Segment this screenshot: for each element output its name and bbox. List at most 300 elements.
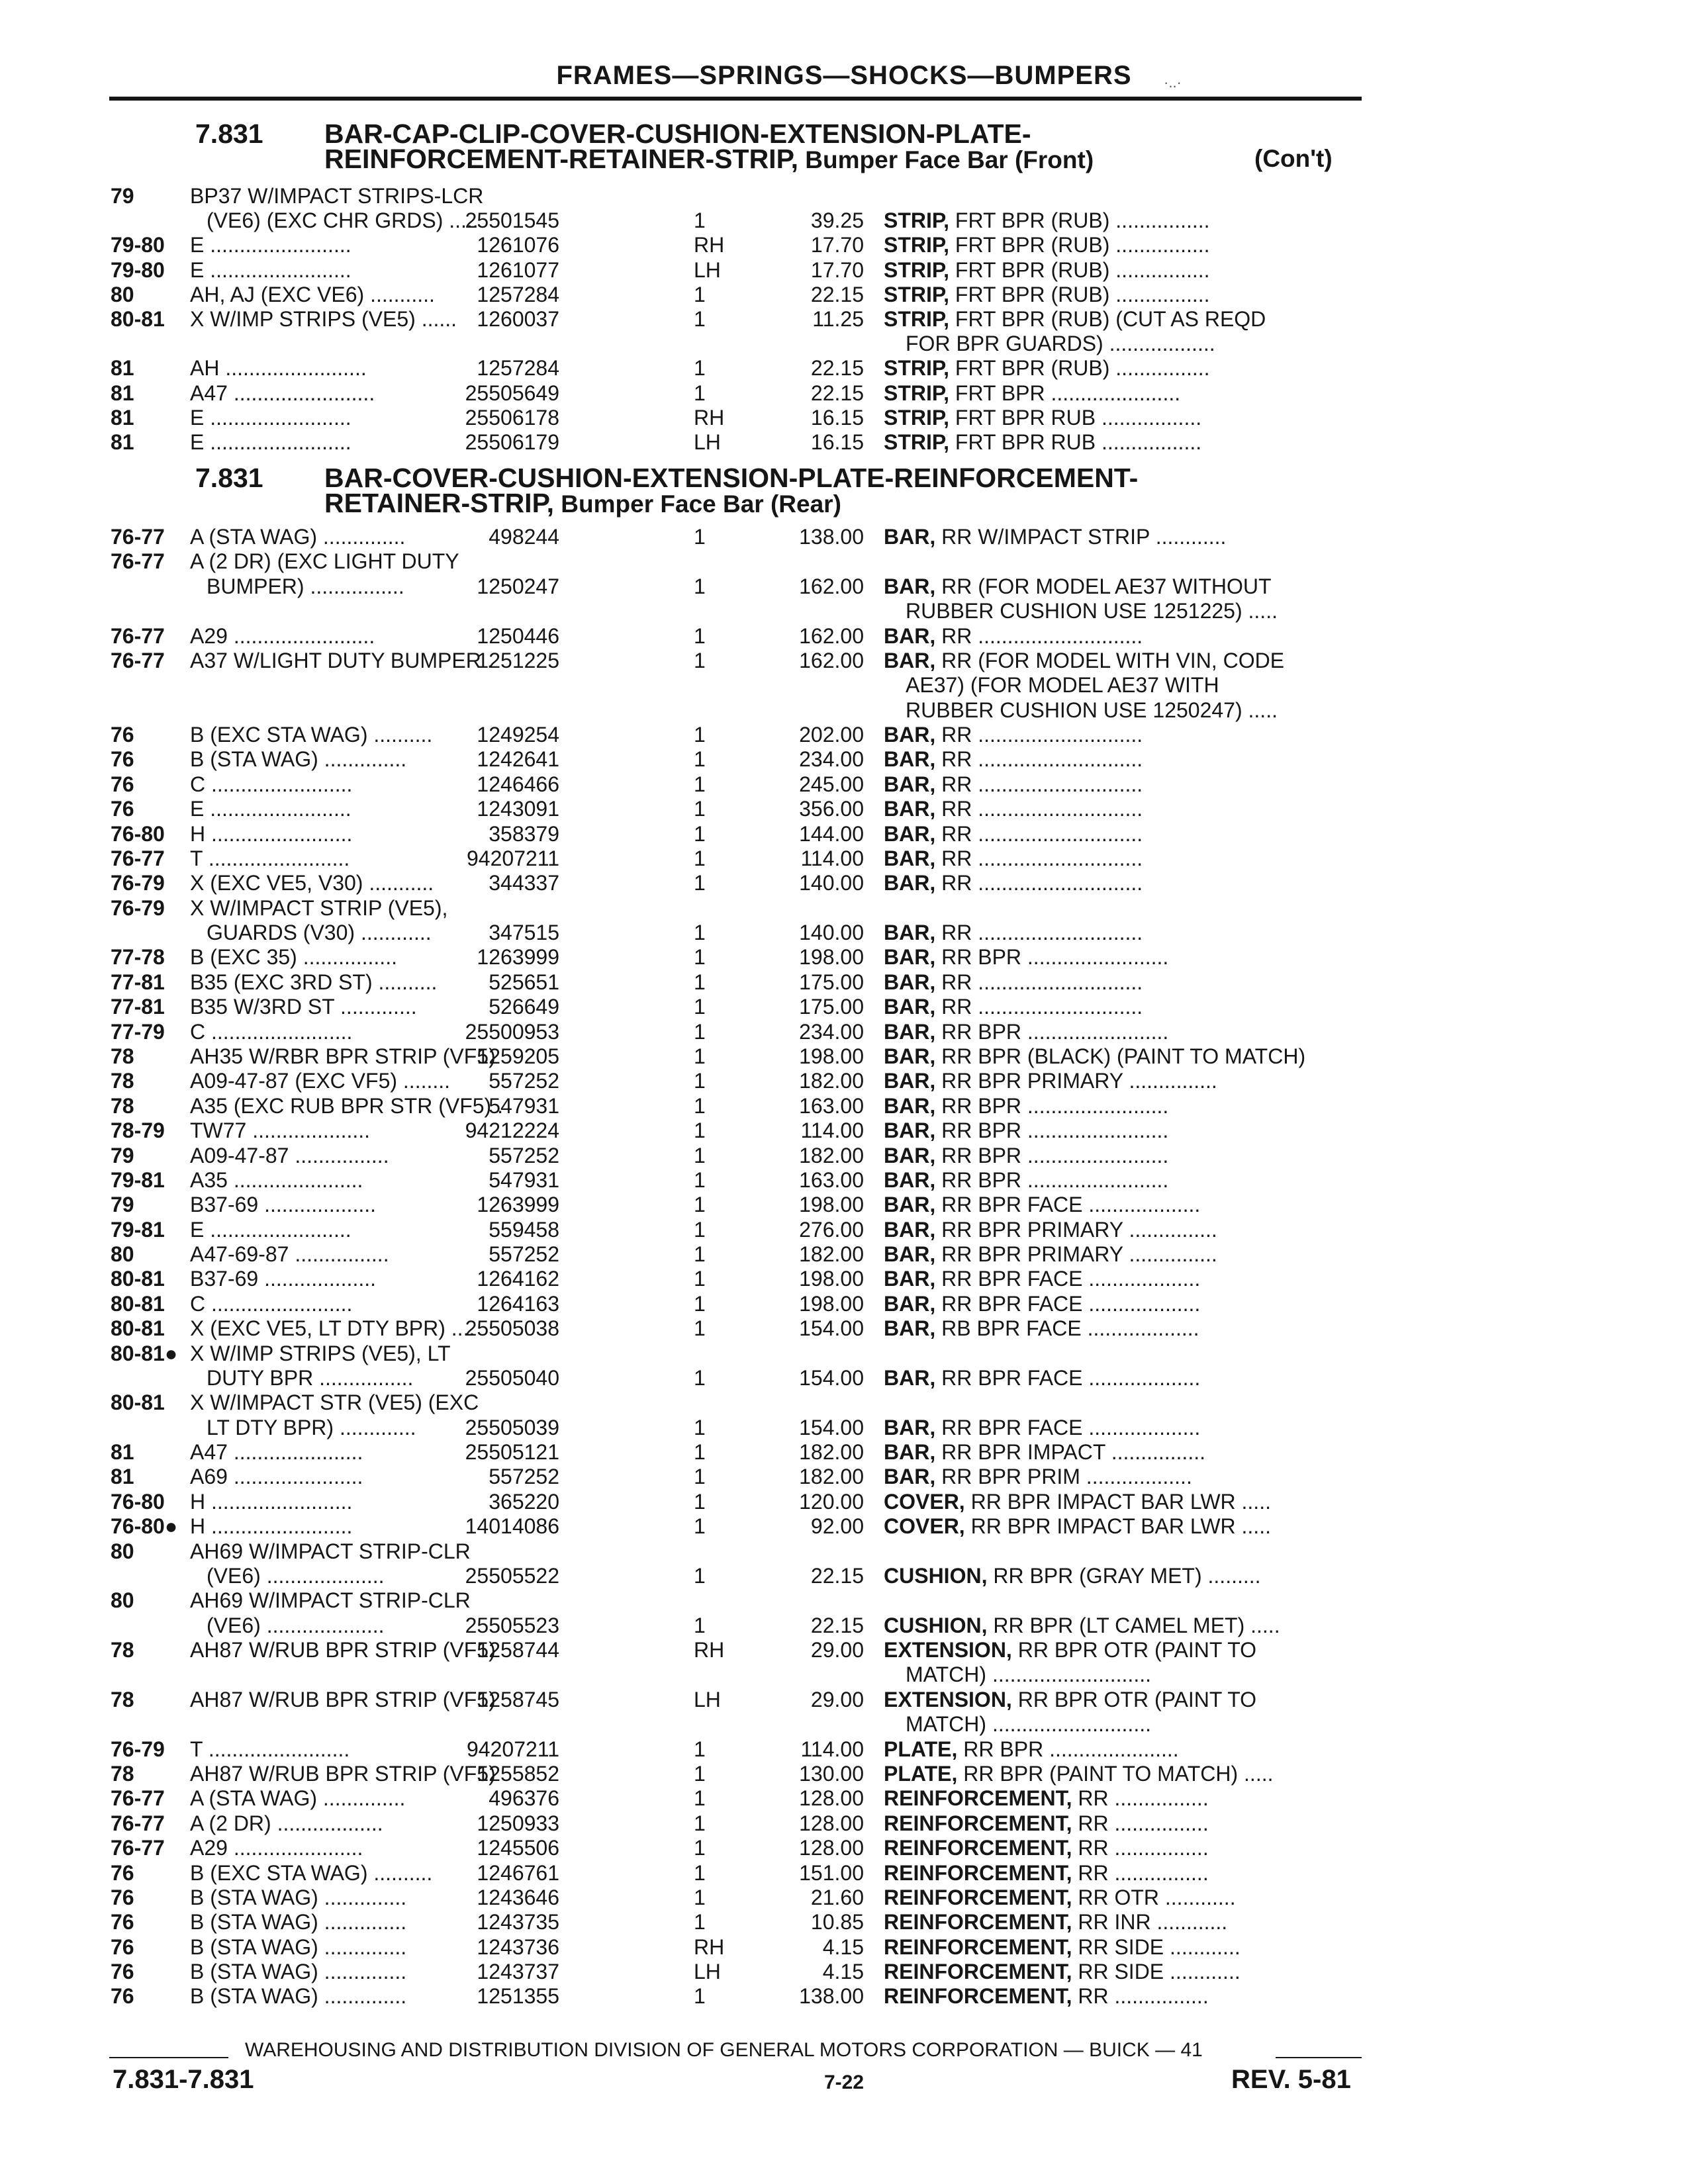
description-keyword: BAR,	[884, 772, 936, 796]
table-row	[0, 1167, 1688, 1193]
description-text: RR ............................	[935, 821, 1143, 846]
year-range: 77-81	[111, 995, 165, 1019]
description-keyword: STRIP,	[884, 381, 949, 405]
table-row	[0, 870, 1688, 895]
header-rule	[109, 97, 1362, 101]
part-number: 1261076	[477, 233, 559, 257]
price: 234.00	[799, 747, 864, 772]
description	[884, 1044, 1360, 1069]
description-text: RR BPR FACE ...................	[935, 1291, 1201, 1316]
description-text: RR BPR OTR (PAINT TO	[1011, 1638, 1257, 1662]
description-keyword: STRIP,	[884, 405, 949, 430]
price: 198.00	[799, 945, 864, 970]
year-range: 78	[111, 1762, 134, 1786]
description-text: FRT BPR (RUB) ................	[949, 208, 1210, 233]
quantity-side: 1	[694, 1217, 706, 1242]
table-row	[0, 994, 1688, 1019]
description-text: RR BPR ........................	[935, 1143, 1169, 1167]
application: AH69 W/IMPACT STRIP-CLR	[190, 1539, 471, 1563]
part-number: 1246761	[477, 1860, 559, 1885]
description-text: FRT BPR (RUB) ................	[949, 233, 1210, 257]
year-range: 76	[111, 1885, 134, 1909]
part-number: 25506178	[465, 405, 559, 430]
quantity-side: 1	[694, 1489, 706, 1514]
description-keyword: BAR,	[884, 1193, 936, 1217]
price: 175.00	[799, 995, 864, 1019]
price: 11.25	[812, 307, 864, 331]
description-keyword: BAR,	[884, 574, 936, 598]
part-number: 1263999	[477, 1193, 559, 1217]
table-row	[0, 1464, 1688, 1489]
table-row	[0, 1563, 1688, 1588]
price: 182.00	[799, 1242, 864, 1267]
description	[884, 430, 1360, 455]
description-text: RR ............................	[935, 772, 1143, 796]
part-number: 1264162	[477, 1267, 559, 1291]
table-row	[0, 524, 1688, 549]
description	[884, 1514, 1360, 1539]
description-text: RR ............................	[935, 723, 1143, 747]
description	[884, 1316, 1360, 1341]
quantity-side: RH	[694, 233, 725, 257]
application: A09-47-87 ................	[190, 1143, 389, 1167]
year-range: 81	[111, 1440, 134, 1465]
description-text: RUBBER CUSHION USE 1251225) .....	[906, 599, 1278, 623]
quantity-side: 1	[694, 1167, 706, 1192]
application: H ........................	[190, 1514, 353, 1539]
application: X W/IMPACT STRIP (VE5),	[190, 895, 448, 920]
description-text: RR BPR (BLACK) (PAINT TO MATCH)	[935, 1044, 1306, 1068]
year-range: 76	[111, 1984, 134, 2009]
part-number: 1245506	[477, 1836, 559, 1860]
description-keyword: REINFORCEMENT,	[884, 1860, 1072, 1885]
year-range: 78	[111, 1093, 134, 1118]
table-row	[0, 747, 1688, 772]
description-text: RR ................	[1072, 1860, 1209, 1885]
part-number: 344337	[489, 871, 559, 895]
quantity-side: 1	[694, 1811, 706, 1835]
quantity-side: 1	[694, 1193, 706, 1217]
table-row	[0, 1687, 1688, 1712]
quantity-side: 1	[694, 1044, 706, 1068]
application: A (2 DR) ..................	[190, 1811, 383, 1835]
quantity-side: 1	[694, 1836, 706, 1860]
year-range: 80-81	[111, 307, 165, 331]
footer-division-line	[109, 2037, 1362, 2064]
price: 4.15	[822, 1960, 864, 1984]
part-number: 358379	[489, 821, 559, 846]
application: AH35 W/RBR BPR STRIP (VF5)	[190, 1044, 496, 1068]
description-text: FRT BPR RUB .................	[949, 405, 1202, 430]
table-row	[0, 722, 1688, 747]
price: 163.00	[799, 1093, 864, 1118]
table-row	[0, 1217, 1688, 1242]
price: 198.00	[799, 1267, 864, 1291]
description-text: RR BPR OTR (PAINT TO	[1011, 1687, 1257, 1711]
footer-division-text: WAREHOUSING AND DISTRIBUTION DIVISION OF GENERAL MOTORS CORPORATION — BUICK — 41	[245, 2039, 1203, 2061]
quantity-side: 1	[694, 1316, 706, 1341]
part-number: 25506179	[465, 430, 559, 454]
description-text: FRT BPR (RUB) ................	[949, 282, 1210, 306]
description-keyword: BAR,	[884, 1242, 936, 1267]
description-text: RR ............................	[935, 846, 1143, 870]
description-text: RR BPR ........................	[935, 1093, 1169, 1118]
application: A (STA WAG) ..............	[190, 525, 406, 549]
description-text: RR BPR ........................	[935, 1118, 1169, 1143]
description-keyword: BAR,	[884, 1316, 936, 1341]
quantity-side: RH	[694, 1638, 725, 1662]
part-number: 94212224	[465, 1118, 559, 1143]
description-text: RR BPR ........................	[935, 1019, 1169, 1044]
application: BP37 W/IMPACT STRIPS-LCR	[190, 184, 484, 208]
table-row	[0, 549, 1688, 574]
table-row	[0, 1143, 1688, 1168]
application: H ........................	[190, 1489, 353, 1514]
quantity-side: 1	[694, 871, 706, 895]
application: A35 ......................	[190, 1167, 363, 1192]
part-number: 1246466	[477, 772, 559, 796]
quantity-side: RH	[694, 1934, 725, 1959]
table-row	[0, 1291, 1688, 1316]
quantity-side: 1	[694, 1415, 706, 1439]
table-row	[0, 1934, 1688, 1960]
description	[884, 722, 1360, 747]
year-range: 77-78	[111, 945, 165, 970]
description	[884, 1019, 1360, 1044]
description	[884, 282, 1360, 307]
application: B (STA WAG) ..............	[190, 1910, 407, 1934]
table-row	[0, 648, 1688, 673]
part-number: 1257284	[477, 356, 559, 381]
application: B (EXC 35) ................	[190, 945, 397, 970]
description-text: RR BPR (LT CAMEL MET) .....	[987, 1613, 1280, 1637]
description	[884, 1909, 1360, 1934]
description	[884, 1885, 1360, 1910]
part-number: 1255852	[477, 1762, 559, 1786]
description-text: RR OTR ............	[1072, 1885, 1236, 1909]
description-text: FRT BPR RUB .................	[949, 430, 1202, 454]
description-text: RR BPR PRIMARY ...............	[935, 1069, 1217, 1093]
description-text: RR BPR FACE ...................	[935, 1415, 1201, 1439]
quantity-side: 1	[694, 1860, 706, 1885]
year-range: 79-80	[111, 233, 165, 257]
quantity-side: 1	[694, 1069, 706, 1093]
price: 17.70	[810, 257, 864, 282]
application: B (STA WAG) ..............	[190, 1960, 407, 1984]
quantity-side: LH	[694, 1960, 721, 1984]
year-range: 79	[111, 1143, 134, 1167]
table-row	[0, 1192, 1688, 1217]
description-text: FOR BPR GUARDS) ..................	[906, 332, 1215, 356]
table-row	[0, 1909, 1688, 1934]
price: 138.00	[799, 1984, 864, 2009]
table-row	[0, 846, 1688, 871]
description-keyword: EXTENSION,	[884, 1638, 1012, 1662]
year-range: 79-81	[111, 1167, 165, 1192]
description-keyword: BAR,	[884, 1291, 936, 1316]
table-row	[0, 1761, 1688, 1786]
table-row	[0, 821, 1688, 846]
application: E ........................	[190, 1217, 352, 1242]
part-number: 94207211	[467, 1737, 559, 1761]
part-number: 557252	[489, 1069, 559, 1093]
part-number: 557252	[489, 1143, 559, 1167]
description-keyword: BAR,	[884, 797, 936, 821]
table-row	[0, 1242, 1688, 1267]
section-title-line1: BAR-COVER-CUSHION-EXTENSION-PLATE-REINFORCEMENT-	[324, 463, 1139, 493]
description	[884, 1934, 1360, 1960]
quantity-side: 1	[694, 1242, 706, 1267]
description-text: RR ............................	[935, 747, 1143, 772]
quantity-side: LH	[694, 1687, 721, 1711]
table-row	[0, 598, 1688, 623]
description-text: AE37) (FOR MODEL AE37 WITH	[906, 673, 1219, 698]
description	[906, 698, 1360, 723]
quantity-side: 1	[694, 945, 706, 970]
application: C ........................	[190, 1291, 353, 1316]
price: 182.00	[799, 1465, 864, 1489]
description-text: RR BPR ......................	[957, 1737, 1179, 1761]
part-number: 365220	[489, 1489, 559, 1514]
application: AH ........................	[190, 356, 367, 381]
table-row	[0, 623, 1688, 649]
application: X W/IMP STRIPS (VE5) ......	[190, 307, 457, 331]
part-number: 526649	[489, 995, 559, 1019]
application: AH69 W/IMPACT STRIP-CLR	[190, 1588, 471, 1613]
description	[884, 1291, 1360, 1316]
table-row	[0, 1662, 1688, 1687]
table-row	[0, 796, 1688, 821]
part-number: 547931	[489, 1167, 559, 1192]
table-row	[0, 574, 1688, 599]
description-keyword: COVER,	[884, 1514, 965, 1539]
quantity-side: 1	[694, 1019, 706, 1044]
description	[884, 1489, 1360, 1514]
description-keyword: PLATE,	[884, 1737, 958, 1761]
quantity-side: 1	[694, 797, 706, 821]
description	[884, 355, 1360, 381]
application: T ........................	[190, 1737, 350, 1761]
year-range: 77-81	[111, 970, 165, 994]
description-text: RR BPR ........................	[935, 1167, 1169, 1192]
description-keyword: BAR,	[884, 846, 936, 870]
price: 198.00	[799, 1291, 864, 1316]
application: B (EXC STA WAG) ..........	[190, 1860, 433, 1885]
description	[906, 1662, 1360, 1687]
part-number: 1258744	[477, 1638, 559, 1662]
application: E ........................	[190, 257, 352, 282]
quantity-side: 1	[694, 1885, 706, 1909]
description	[884, 1563, 1360, 1588]
price: 39.25	[810, 208, 864, 233]
description	[884, 772, 1360, 797]
application: X W/IMP STRIPS (VE5), LT	[190, 1341, 451, 1365]
table-row	[0, 208, 1688, 233]
description	[884, 208, 1360, 233]
description	[884, 821, 1360, 846]
description	[884, 944, 1360, 970]
year-range: 76-77	[111, 549, 165, 574]
description-keyword: BAR,	[884, 747, 936, 772]
table-row	[0, 1093, 1688, 1118]
footer-revision: REV. 5-81	[1231, 2065, 1351, 2094]
description	[906, 672, 1360, 698]
year-range: 76	[111, 1934, 134, 1959]
table-row	[0, 331, 1688, 356]
price: 182.00	[799, 1069, 864, 1093]
price: 22.15	[810, 356, 864, 381]
table-row	[0, 698, 1688, 723]
description-text: RR BPR IMPACT BAR LWR .....	[964, 1489, 1271, 1514]
application: X (EXC VE5, V30) ...........	[190, 871, 434, 895]
description	[884, 1192, 1360, 1217]
application: B35 (EXC 3RD ST) ..........	[190, 970, 438, 994]
application: BUMPER) ................	[207, 574, 404, 598]
year-range: 76-77	[111, 525, 165, 549]
quantity-side: LH	[694, 430, 721, 454]
year-range: 76	[111, 747, 134, 772]
quantity-side: 1	[694, 1291, 706, 1316]
description-keyword: CUSHION,	[884, 1563, 988, 1588]
description-text: RR BPR PRIMARY ...............	[935, 1217, 1217, 1242]
year-range: 80-81●	[111, 1341, 178, 1365]
description	[884, 1786, 1360, 1811]
part-number: 25505121	[465, 1440, 559, 1465]
price: 154.00	[799, 1316, 864, 1341]
description-text: RR BPR PRIM ..................	[935, 1465, 1192, 1489]
description-keyword: BAR,	[884, 1415, 936, 1439]
price: 114.00	[800, 1118, 864, 1143]
table-row	[0, 1341, 1688, 1366]
year-range: 76-80	[111, 821, 165, 846]
description-text: MATCH) ...........................	[906, 1712, 1151, 1737]
part-number: 1243646	[477, 1885, 559, 1909]
description	[884, 1761, 1360, 1786]
quantity-side: 1	[694, 208, 706, 233]
description-text: RR ................	[1072, 1786, 1209, 1811]
description-text: RR ............................	[935, 970, 1143, 994]
table-row	[0, 1959, 1688, 1984]
description-text: RR BPR FACE ...................	[935, 1193, 1201, 1217]
description	[884, 405, 1360, 430]
price: 356.00	[799, 797, 864, 821]
price: 128.00	[799, 1811, 864, 1835]
description-keyword: STRIP,	[884, 208, 949, 233]
part-number: 1243736	[477, 1934, 559, 1959]
application: A37 W/LIGHT DUTY BUMPER .	[190, 648, 493, 672]
price: 22.15	[810, 1613, 864, 1637]
table-row	[0, 772, 1688, 797]
part-number: 1250446	[477, 623, 559, 648]
description	[884, 1266, 1360, 1291]
application: (VE6) ....................	[207, 1613, 385, 1637]
table-row	[0, 1316, 1688, 1341]
description	[884, 1143, 1360, 1168]
description-keyword: STRIP,	[884, 430, 949, 454]
year-range: 81	[111, 356, 134, 381]
description-keyword: REINFORCEMENT,	[884, 1786, 1072, 1811]
year-range: 76-77	[111, 648, 165, 672]
table-row	[0, 1983, 1688, 2009]
table-row	[0, 1885, 1688, 1910]
description	[884, 796, 1360, 821]
description	[884, 1365, 1360, 1390]
application: A47 ........................	[190, 381, 375, 405]
table-row	[0, 970, 1688, 995]
description-text: RR ............................	[935, 797, 1143, 821]
quantity-side: 1	[694, 356, 706, 381]
part-number: 1258745	[477, 1687, 559, 1711]
year-range: 80-81	[111, 1291, 165, 1316]
year-range: 81	[111, 405, 134, 430]
description-text: RR ................	[1072, 1984, 1209, 2009]
price: 16.15	[810, 405, 864, 430]
year-range: 81	[111, 1465, 134, 1489]
table-row	[0, 1044, 1688, 1069]
footer-section-range: 7.831-7.831	[113, 2065, 254, 2094]
quantity-side: 1	[694, 1118, 706, 1143]
application: DUTY BPR ................	[207, 1365, 414, 1390]
table-row	[0, 920, 1688, 945]
description-keyword: BAR,	[884, 921, 936, 945]
description-keyword: REINFORCEMENT,	[884, 1885, 1072, 1909]
table-row	[0, 183, 1688, 208]
table-row	[0, 257, 1688, 283]
part-number: 557252	[489, 1242, 559, 1267]
application: AH, AJ (EXC VE6) ...........	[190, 282, 435, 306]
price: 140.00	[799, 921, 864, 945]
part-number: 525651	[489, 970, 559, 994]
description	[884, 1983, 1360, 2009]
description	[884, 574, 1360, 599]
table-row	[0, 232, 1688, 257]
description-text: RB BPR FACE ...................	[935, 1316, 1199, 1341]
year-range: 80	[111, 1539, 134, 1563]
quantity-side: 1	[694, 648, 706, 672]
application: E ........................	[190, 797, 352, 821]
part-number: 1259205	[477, 1044, 559, 1068]
year-range: 81	[111, 381, 134, 405]
year-range: 80-81	[111, 1390, 165, 1415]
quantity-side: 1	[694, 574, 706, 598]
description	[884, 306, 1360, 332]
price: 182.00	[799, 1440, 864, 1465]
price: 154.00	[799, 1365, 864, 1390]
description	[884, 1811, 1360, 1836]
description-text: RR (FOR MODEL WITH VIN, CODE	[935, 648, 1285, 672]
description	[884, 1959, 1360, 1984]
quantity-side: 1	[694, 1984, 706, 2009]
description-text: RR BPR IMPACT BAR LWR .....	[964, 1514, 1271, 1539]
description-keyword: BAR,	[884, 525, 936, 549]
description-keyword: BAR,	[884, 821, 936, 846]
application: A47-69-87 ................	[190, 1242, 389, 1267]
year-range: 76	[111, 797, 134, 821]
description-keyword: PLATE,	[884, 1762, 958, 1786]
application: B (STA WAG) ..............	[190, 747, 407, 772]
description-keyword: STRIP,	[884, 257, 949, 282]
part-number: 496376	[489, 1786, 559, 1811]
table-row	[0, 1811, 1688, 1836]
application: (VE6) ....................	[207, 1563, 385, 1588]
application: C ........................	[190, 772, 353, 796]
quantity-side: 1	[694, 381, 706, 405]
table-row	[0, 672, 1688, 698]
description-text: FRT BPR ......................	[949, 381, 1181, 405]
application: B37-69 ...................	[190, 1193, 376, 1217]
description-text: RR (FOR MODEL AE37 WITHOUT	[935, 574, 1272, 598]
price: 144.00	[799, 821, 864, 846]
